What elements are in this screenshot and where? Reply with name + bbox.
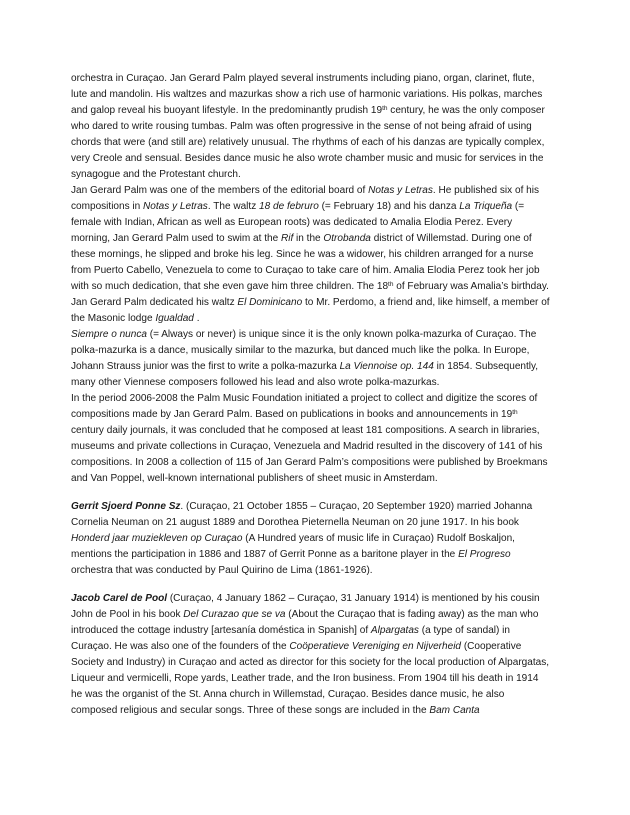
paragraph bbox=[71, 71, 550, 183]
text-run: . He published six of his compositions in bbox=[71, 185, 539, 212]
italic-text: Otrobanda bbox=[323, 233, 371, 244]
text-run: . The waltz bbox=[207, 201, 260, 212]
ordinal-suffix: th bbox=[388, 281, 394, 288]
paragraph bbox=[71, 327, 550, 391]
text-run: district of Willemstad. During one of these mornings, he slipped and broke his leg. Since he was a widower, his children arranged for a nurse from Puerto Cabello, Venezuela to come to Curaçao to take care of him. Amalia Elodia Perez took her job with so much dedication, that she even gave him three children. The 18 bbox=[71, 233, 540, 292]
text-run: (= Always or never) is unique since it is the only known polka-mazurka of Curaçao. The polka-mazurka is a dance, musically similar to the mazurka, but danced much like the polka. In Europe, Johann Strauss junior was the first to write a polka-mazurka bbox=[71, 329, 537, 372]
italic-text: Siempre o nunca bbox=[71, 329, 147, 340]
paragraph bbox=[71, 295, 550, 327]
italic-text: Alpargatas bbox=[370, 625, 419, 636]
paragraph bbox=[71, 499, 550, 579]
italic-text: Igualdad bbox=[155, 313, 194, 324]
text-run: (= February 18) and his danza bbox=[318, 201, 460, 212]
italic-text: La Viennoise op. 144 bbox=[339, 361, 434, 372]
text-run: (About the Curaçao that is fading away) as the man who introduced the cottage industry [artesanía doméstica in Spanish] of bbox=[71, 609, 539, 636]
italic-text: Del Curazao que se va bbox=[183, 609, 286, 620]
paragraph bbox=[71, 391, 550, 487]
italic-text: El Progreso bbox=[458, 549, 511, 560]
text-run: in 1854. Subsequently, many other Viennese composers followed his lead and also wrote polka-mazurkas. bbox=[71, 361, 539, 388]
person-name-heading: Jacob Carel de Pool bbox=[71, 593, 168, 604]
italic-text: 18 de februro bbox=[259, 201, 319, 212]
document-body bbox=[71, 71, 550, 719]
text-run: in the bbox=[293, 233, 324, 244]
person-name-heading: Gerrit Sjoerd Ponne Sz bbox=[71, 501, 181, 512]
text-run: century daily journals, it was concluded that he composed at least 181 compositions. A search in libraries, museums and private collections in Curaçao, Venezuela and Madrid resulted in the discovery of 141 of his compositions. In 2008 a collection of 115 of Jan Gerard Palm’s compositions were published by Broekmans and Van Poppel, well-known international publishers of sheet music in Amsterdam. bbox=[71, 425, 548, 484]
italic-text: Notas y Letras bbox=[143, 201, 208, 212]
text-run: to Mr. Perdomo, a friend and, like himself, a member of the Masonic lodge bbox=[71, 297, 550, 324]
text-run: Jan Gerard Palm dedicated his waltz bbox=[71, 297, 238, 308]
italic-text: Notas y Letras bbox=[368, 185, 433, 196]
text-run: (= female with Indian, African as well as European roots) was dedicated to Amalia Elodia Perez. Every morning, Jan Gerard Palm used to swim at the bbox=[71, 201, 525, 244]
text-run: (Curaçao, 4 January 1862 – Curaçao, 31 January 1914) is mentioned by his cousin John de Pool in his book bbox=[71, 593, 540, 620]
text-run: (A Hundred years of music life in Curaçao) Rudolf Boskaljon, mentions the participation in 1886 and 1887 of Gerrit Ponne as a baritone player in the bbox=[71, 533, 515, 560]
italic-text: Bam Canta bbox=[429, 705, 480, 716]
paragraph bbox=[71, 591, 550, 719]
text-run: orchestra in Curaçao. Jan Gerard Palm played several instruments including piano, organ, clarinet, flute, lute and mandolin. His waltzes and mazurkas show a rich use of harmonic variations. His polkas, marches and galop reveal his buoyant lifestyle. In the predominantly prudish 19 bbox=[71, 73, 543, 116]
paragraph bbox=[71, 183, 550, 295]
text-run: . bbox=[193, 313, 200, 324]
italic-text: El Dominicano bbox=[237, 297, 303, 308]
ordinal-suffix: th bbox=[512, 409, 518, 416]
italic-text: Honderd jaar muziekleven op Curaçao bbox=[71, 533, 243, 544]
italic-text: La Triqueña bbox=[459, 201, 513, 212]
italic-text: Coöperatieve Vereniging en Nijverheid bbox=[289, 641, 462, 652]
text-run: orchestra that was conducted by Paul Quirino de Lima (1861-1926). bbox=[71, 565, 373, 576]
text-run: of February was Amalia’s birthday. bbox=[393, 281, 549, 292]
text-run: Jan Gerard Palm was one of the members of the editorial board of bbox=[71, 185, 369, 196]
text-run: century, he was the only composer who dared to write rousing tumbas. Palm was often progressive in the sense of not being afraid of using chords that were (and still are) relatively unusual. The rhythms of each of his danzas are typically complex, very Creole and sensual. Besides dance music he also wrote chamber music and music for services in the synagogue and the Protestant church. bbox=[71, 105, 545, 180]
italic-text: Rif bbox=[280, 233, 294, 244]
text-run: (a type of sandal) in Curaçao. He was also one of the founders of the bbox=[71, 625, 510, 652]
text-run: In the period 2006-2008 the Palm Music Foundation initiated a project to collect and digitize the scores of compositions made by Jan Gerard Palm. Based on publications in books and announcements in 19 bbox=[71, 393, 538, 420]
ordinal-suffix: th bbox=[382, 105, 388, 112]
text-run: (Cooperative Society and Industry) in Curaçao and acted as director for this society for the local production of Alpargatas, Liqueur and vermicelli, Rope yards, Leather trade, and the Iron business. From 1904 till his death in 1914 he was the organist of the St. Anna church in Willemstad, Curaçao. Besides dance music, he also composed religious and secular songs. Three of these songs are included in the bbox=[71, 641, 550, 716]
text-run: . (Curaçao, 21 October 1855 – Curaçao, 20 September 1920) married Johanna Cornelia Neuman on 21 august 1889 and Dorothea Pieternella Neuman on 20 june 1917. In his book bbox=[71, 501, 533, 528]
